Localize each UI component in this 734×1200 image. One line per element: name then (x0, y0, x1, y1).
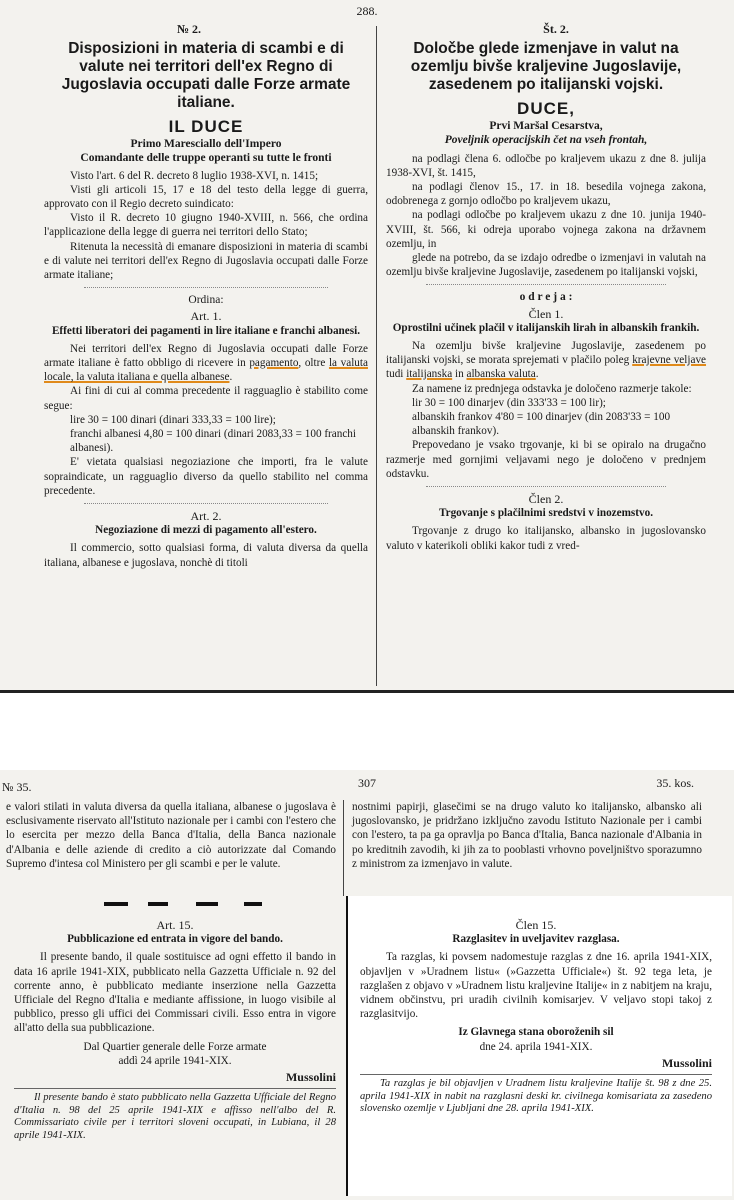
italian-continuation-text: e valori stilati in valuta diversa da quella italiana, albanese o jugoslava è esclusivamente riservato all'Istituto nazionale per i cambi con l'estero che lo esercita per mezzo della Banca d'Italia, della Banca nazionale d'Albania e delle aziende di credito a ciò autorizzate dal Comando Supremo d'intesa col Ministero per gli scambi e per le valute. (6, 801, 336, 870)
slovene-rank-1: Prvi Maršal Cesarstva, (489, 120, 603, 133)
italian-art-15-heading: Art. 15. (156, 918, 194, 932)
right-issue-header: 35. kos. (656, 776, 694, 790)
italian-publication-note: Il presente bando è stato pubblicato nella Gazzetta Ufficiale del Regno d'Italia n. 98 del 25 aprile 1941-XIX e affisso nell'albo del R. Commissariato civile per i territori sloveni occupati, in Lubiana, il 28 aprile 1941-XIX. (14, 1088, 336, 1142)
italian-rate-lire: lire 30 = 100 dinari (dinari 333,33 = 100 lire); (70, 413, 276, 426)
page-number: 288. (356, 4, 378, 18)
italian-recital-4: Ritenuta la necessità di emanare disposizioni in materia di scambi e di valute nei territori dell'ex Regno di Jugoslavia occupati dalle Forze armate italiane; (44, 240, 368, 282)
italian-final-column (14, 916, 336, 1143)
separator (426, 284, 666, 285)
separator (84, 287, 328, 288)
slovene-clen-1-paragraph-1: Na ozemlju bivše kraljevine Jugoslavije, zasedenem po italijanski vojski, se morata sprejemati v plačilo poleg krajevne veljave tudi italijanska in albanska valuta. (386, 340, 707, 381)
left-issue-header: № 35. (2, 780, 32, 794)
slovene-clen-1-title: Oprostilni učinek plačil v italijanskih lirah in albanskih frankih. (392, 321, 700, 334)
italian-rate-franchi: franchi albanesi 4,80 = 100 dinari (dinari 2083,33 = 100 franchi albanesi). (70, 428, 357, 455)
italian-continuation (6, 800, 336, 871)
italian-art-1-paragraph-3: E' vietata qualsiasi negoziazione che importi, fra le valute sopraindicate, un ragguaglio diverso da quello stabilito nel comma precedente. (44, 456, 368, 497)
slovene-final-column (360, 916, 712, 1116)
slovene-column (386, 40, 706, 553)
slovene-rank-2: Poveljnik operacijskih čet na vseh frontah, (444, 134, 648, 147)
slovene-duce-heading: DUCE, (517, 99, 575, 118)
dash-mark (244, 902, 262, 906)
slovene-clen-15-title: Razglasitev in uveljavitev razglasa. (452, 933, 620, 946)
separator (426, 486, 666, 487)
slovene-continuation-text: nostnimi papirji, glasečimi se na drugo valuto ko italijansko, albansko ali jugoslovansko, je pridržano izključno zavodu Istituto Nazionale per i cambi con l'estero, ta pa ga opravlja po Banca d'Italia, Banca nazionale d'Albania in po kreditnih zavodih, ki jih za to pooblasti vrhovno poveljništvo sporazumno z ministrom za izmenjavo in valute. (352, 801, 702, 870)
italian-ordina: Ordina: (188, 294, 224, 307)
italian-recital-1: Visto l'art. 6 del R. decreto 8 luglio 1938-XVI, n. 1415; (70, 169, 319, 182)
right-number-header: Št. 2. (543, 22, 569, 36)
italian-rank-1: Primo Maresciallo dell'Impero (130, 138, 282, 151)
slovene-recital-2: na podlagi členov 15., 17. in 18. besedila vojnega zakona, odobrenega z gornjo odločbo po kraljevem ukazu, (386, 181, 706, 208)
italian-art-2-title: Negoziazione di mezzi di pagamento all'estero. (95, 524, 317, 537)
page-separator-line (0, 690, 734, 693)
italian-art-1-paragraph-2: Ai fini di cui al comma precedente il ragguaglio è stabilito come segue: (44, 385, 368, 412)
page-number: 307 (358, 776, 376, 790)
left-number-header: № 2. (176, 22, 202, 36)
dash-mark (104, 902, 128, 906)
slovene-signature: Mussolini (661, 1055, 712, 1070)
slovene-date-line: dne 24. aprila 1941-XIX. (479, 1040, 593, 1053)
italian-art-1-paragraph-1: Nei territori dell'ex Regno di Jugoslavia occupati dalle Forze armate italiane è fatto obbligo di ricevere in pagamento, oltre la valuta locale, la valuta italiana e quella albanese. (44, 342, 368, 384)
slovene-clen-1-paragraph-3: Prepovedano je vsako trgovanje, ki bi se opiralo na drugačno razmerje med gornjimi veljavami nego je določeno v prednjem odstavku. (386, 439, 706, 480)
italian-hq-line: Dal Quartier generale delle Forze armate (83, 1040, 267, 1053)
slovene-publication-note: Ta razglas je bil objavljen v Uradnem listu kraljevine Italije št. 98 z dne 25. aprila 1941-XIX in nabit na razglasni deski kr. civilnega komisariata za zasedeno slovensko ozemlje v Ljubljani dne 28. aprila 1941-XIX. (360, 1074, 712, 1116)
slovene-clen-2-paragraph-1: Trgovanje z drugo ko italijansko, albansko in jugoslovansko valuto v katerikoli obliki kakor tudi z vred- (386, 525, 706, 552)
slovene-recital-1: na podlagi člena 6. odločbe po kraljevem ukazu z dne 8. julija 1938-XVI, št. 1415, (386, 152, 706, 179)
italian-art-2-paragraph-1: Il commercio, sotto qualsiasi forma, di valuta diversa da quella italiana, albanese e jugoslava, nonchè di titoli (44, 542, 368, 569)
italian-column (44, 40, 368, 570)
slovene-continuation (352, 800, 702, 871)
italian-rank-2: Comandante delle truppe operanti su tutte le fronti (80, 152, 332, 165)
italian-art-2-heading: Art. 2. (190, 509, 222, 524)
column-divider (376, 26, 377, 686)
slovene-clen-15-paragraph: Ta razglas, ki povsem nadomestuje razglas z dne 16. aprila 1941-XIX, objavljen v »Uradnem listu« (»Gazzetta Ufficiale«) št. 92 tega leta, je razglašen z objavo v »Uradnem listu kraljevine Italije« in z nabitjem na kraju, vidnem občinstvu, pri uradih civilnih komisarjev. V veljavo stopi takoj z razglasitvijo. (360, 951, 712, 1021)
slovene-recital-4: glede na potrebo, da se izdajo odredbe o izmenjavi in valutah na ozemlju bivše kraljevine Jugoslavije, zasedenem po italijanski vojski, (386, 252, 706, 279)
italian-art-15-paragraph: Il presente bando, il quale sostituisce ad ogni effetto il bando in data 16 aprile 1941-XIX, pubblicato nella Gazzetta Ufficiale n. 92 del corrente anno, è pubblicato mediante inserzione nella Gazzetta Ufficiale del Regno d'Italia e mediante affissione, in luogo visibile al pubblico, presso gli uffici dei Commissari civili. Esso entra in vigore all'atto della sua pubblicazione. (14, 951, 336, 1035)
page-gap (0, 690, 734, 770)
italian-date-line: addì 24 aprile 1941-XIX. (118, 1054, 232, 1067)
slovene-rate-frankov: albanskih frankov 4'80 = 100 dinarjev (din 2083'33 = 100 albanskih frankov). (412, 411, 671, 438)
slovene-rate-lir: lir 30 = 100 dinarjev (din 333'33 = 100 lir); (412, 396, 606, 409)
dash-mark (196, 902, 218, 906)
italian-signature: Mussolini (285, 1070, 336, 1085)
italian-title: Disposizioni in materia di scambi e di valute nei territori dell'ex Regno di Jugoslavia occupati dalle Forze armate italiane. (61, 40, 351, 111)
slovene-odreja: o d r e j a : (519, 291, 573, 304)
italian-art-1-heading: Art. 1. (190, 309, 222, 324)
dash-mark (148, 902, 168, 906)
slovene-recital-3: na podlagi odločbe po kraljevem ukazu z dne 10. junija 1940-XVIII, št. 566, ki odreja uporabo vojnega zakona na državnem ozemlju, in (386, 209, 706, 250)
slovene-title: Določbe glede izmenjave in valut na ozemlju bivše kraljevine Jugoslavije, zasedenem po italijanski vojski. (410, 40, 682, 93)
italian-art-15-title: Pubblicazione ed entrata in vigore del bando. (67, 933, 283, 946)
page-307 (0, 770, 734, 1200)
italian-recital-2: Visti gli articoli 15, 17 e 18 del testo della legge di guerra, approvato con il Regio decreto suindicato: (44, 183, 368, 211)
slovene-clen-2-title: Trgovanje s plačilnimi sredstvi v inozemstvo. (438, 507, 653, 520)
slovene-hq-line: Iz Glavnega stana oboroženih sil (458, 1026, 614, 1039)
slovene-clen-1-heading: Člen 1. (528, 306, 564, 321)
column-divider (343, 800, 344, 896)
italian-art-1-title: Effetti liberatori dei pagamenti in lire italiane e franchi albanesi. (51, 324, 361, 337)
italian-recital-3: Visto il R. decreto 10 giugno 1940-XVIII, n. 566, che ordina l'applicazione della legge di guerra nei territori dello Stato; (44, 212, 368, 239)
italian-duce-heading: IL DUCE (168, 117, 244, 136)
slovene-clen-1-paragraph-2: Za namene iz prednjega odstavka je določeno razmerje takole: (412, 382, 692, 395)
slovene-clen-15-heading: Člen 15. (515, 918, 557, 932)
separator (84, 503, 328, 504)
slovene-clen-2-heading: Člen 2. (528, 492, 564, 507)
